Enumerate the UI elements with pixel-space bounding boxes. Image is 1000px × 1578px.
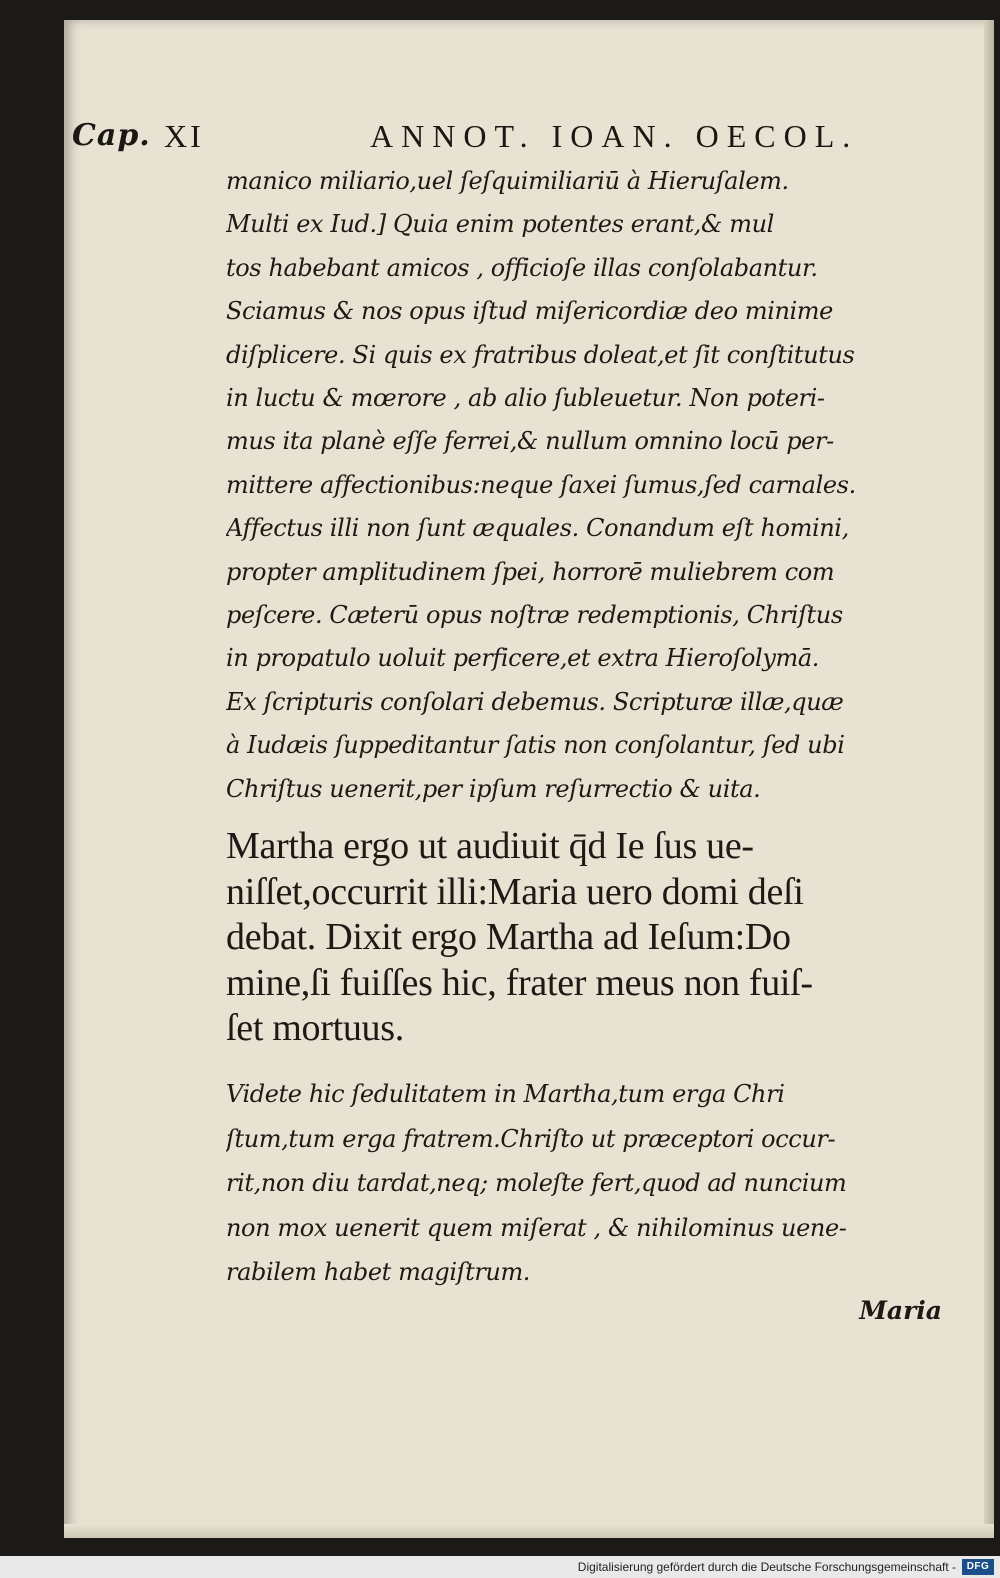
text-line: Chriſtus uenerit,per ipſum reſurrectio & uita. [226,774,761,803]
commentary-block-1 [226,160,886,811]
text-line: Ex ſcripturis conſolari debemus. Scripturæ illæ,quæ [226,687,844,716]
text-line: peſcere. Cæterū opus noſtræ redemptionis, Chriſtus [226,601,843,630]
text-line: mittere affectionibus:neque ſaxei ſumus,ſed carnales. [226,470,856,499]
text-line: ſtum,tum erga fratrem.Chriſto ut præceptori occur- [226,1124,836,1153]
text-line: diſplicere. Si quis ex fratribus doleat,et ſit conſtitutus [226,340,855,369]
page-edge [984,20,994,1538]
text-line: rabilem habet magiſtrum. [226,1258,531,1286]
text-line: à Iudæis ſuppeditantur ſatis non conſolantur, ſed ubi [226,731,845,760]
running-title: ANNOT. IOAN. OECOL. [370,118,859,154]
text-line: Multi ex Iud.] Quia enim potentes erant,& mul [226,210,774,239]
text-line: Videte hic ſedulitatem in Martha,tum erga Chri [226,1080,785,1108]
text-line: mus ita planè eſſe ferrei,& nullum omnino locū per- [226,427,834,456]
text-line: non mox uenerit quem miſerat , & nihilominus uene- [226,1213,847,1242]
footer-credit: Digitalisierung gefördert durch die Deutsche Forschungsgemeinschaft - [577,1560,956,1574]
page-bottom-edge [64,1524,994,1538]
page-header [72,118,960,158]
scripture-line: mine,ſi fuiſſes hic, frater meus non fuiſ- [226,961,813,1004]
dfg-logo-icon[interactable]: DFG [962,1559,994,1575]
scripture-line: niſſet,occurrit illi:Maria uero domi deſi [226,870,804,913]
text-line: in luctu & mœrore , ab alio ſubleuetur. Non poteri- [226,384,825,413]
text-line: rit,non diu tardat,neq; moleſte fert,quod ad nuncium [226,1169,847,1197]
scripture-line: debat. Dixit ergo Martha ad Ieſum:Do [226,916,791,958]
text-line: Affectus illi non ſunt æquales. Conandum eſt homini, [226,514,849,543]
scripture-line: ſet mortuus. [226,1007,404,1049]
chapter-number: XI [164,118,204,154]
chapter-label: Cap. [72,118,151,153]
text-line: propter amplitudinem ſpei, horrorē muliebrem com [226,557,835,586]
commentary-block-2 [226,1072,886,1295]
digitization-footer [0,1556,1000,1578]
catchword: Maria [859,1296,942,1325]
text-line: in propatulo uoluit perficere,et extra Hieroſolymā. [226,644,819,673]
text-line: Sciamus & nos opus iſtud miſericordiæ deo minime [226,297,833,326]
scripture-line: Martha ergo ut audiuit q̄d Ie ſus ue- [226,825,754,867]
text-line: tos habebant amicos , officioſe illas conſolabantur. [226,253,818,282]
text-line: manico miliario,uel ſeſquimiliariū à Hieruſalem. [226,167,789,195]
scripture-passage [226,824,886,1052]
